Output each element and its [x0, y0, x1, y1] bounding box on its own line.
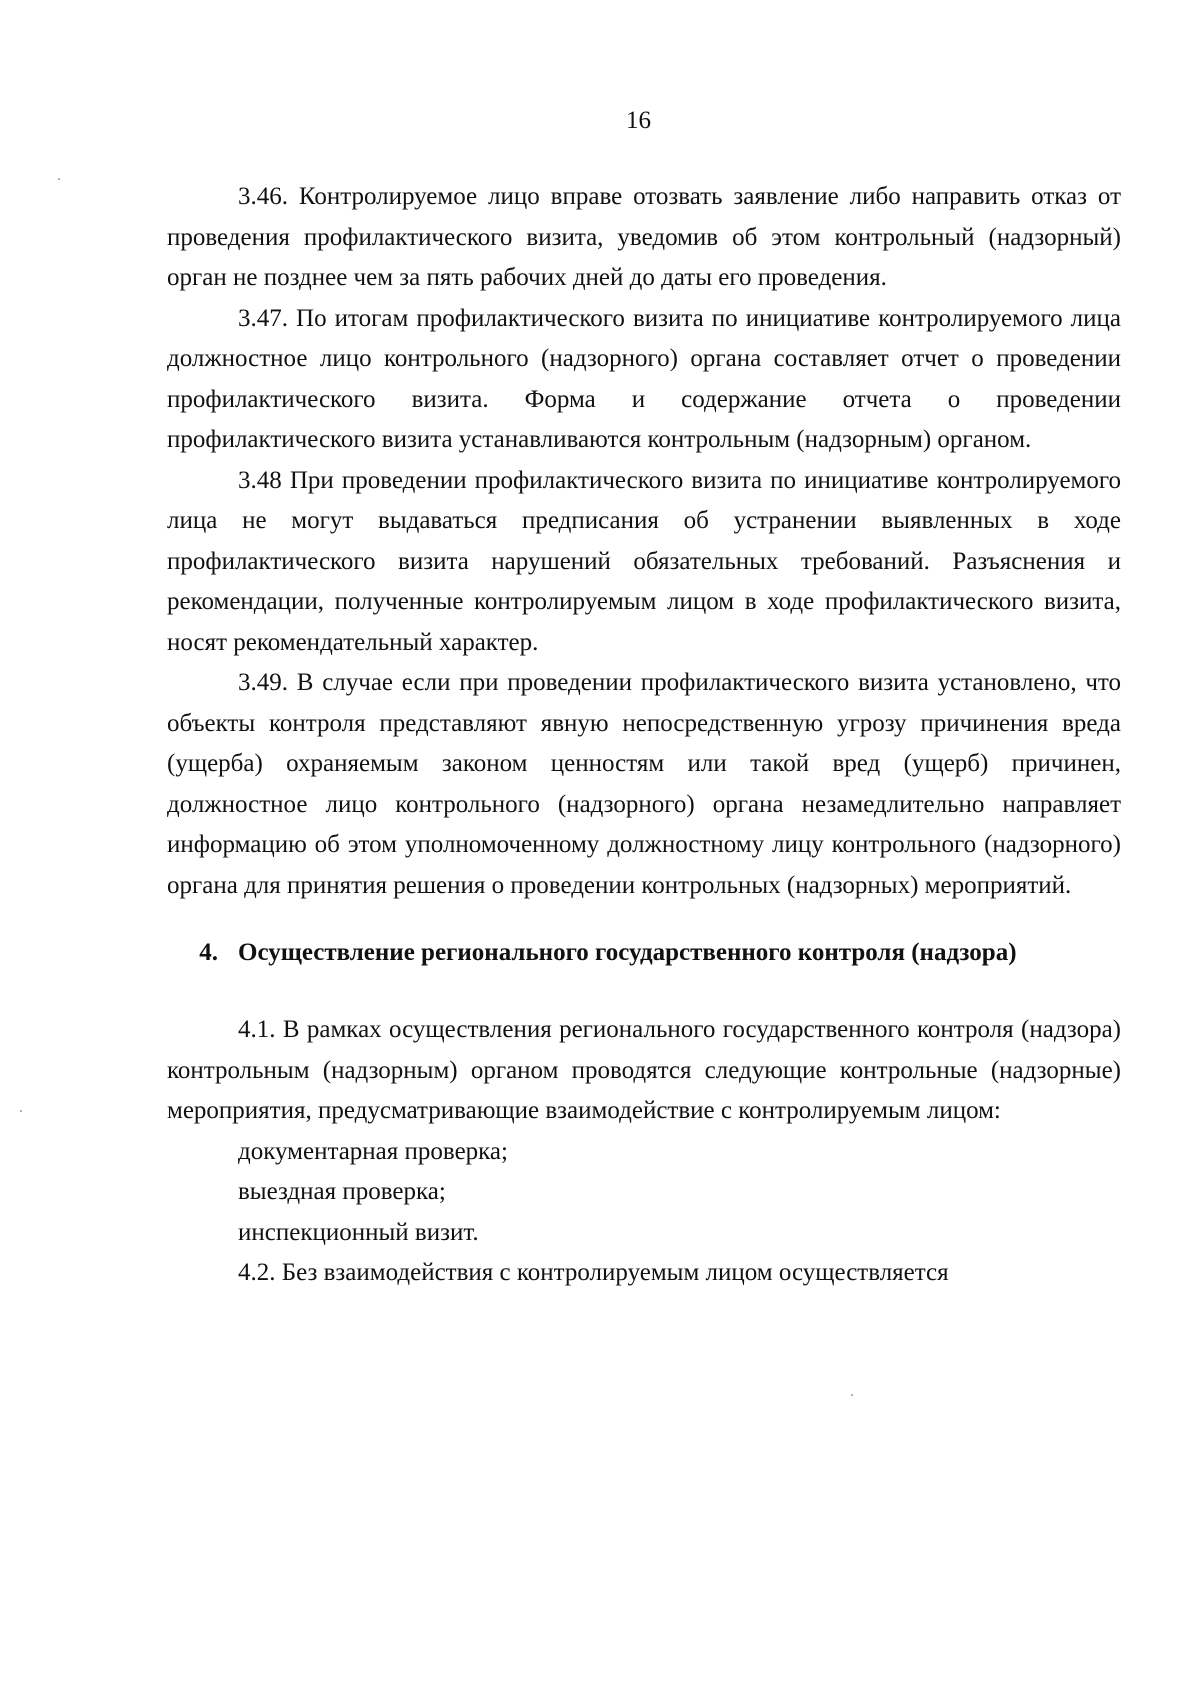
- list-item-documentary-check: документарная проверка;: [238, 1137, 508, 1165]
- list-item-field-check: выездная проверка;: [238, 1178, 446, 1205]
- paragraph-4-1: 4.1. В рамках осуществления регионального государственного контроля (надзора) контрольным (надзорным) органом проводятся следующие контрольные (надзорные) мероприятия, предусматривающие взаимодействие с контролируемым лицом:: [167, 1016, 1121, 1124]
- paragraph-3-46: 3.46. Контролируемое лицо вправе отозвать заявление либо направить отказ от проведения профилактического визита, уведомив об этом контрольный (надзорный) орган не позднее чем за пять рабочих дней до даты его проведения.: [167, 183, 1121, 291]
- scan-speck: [58, 178, 60, 180]
- page-number: 16: [626, 107, 651, 134]
- paragraph-3-47: 3.47. По итогам профилактического визита по инициативе контролируемого лица должностное лицо контрольного (надзорного) органа составляет отчет о проведении профилактического визита. Форма и содержание отчета о проведении профилактического визита устанавливаются контрольным (надзорным) органом.: [167, 304, 1121, 453]
- section-heading: [167, 936, 1121, 970]
- section-number: 4.: [199, 939, 218, 966]
- section-title: Осуществление регионального государственного контроля (надзора): [238, 939, 1017, 966]
- list-item-inspection-visit: инспекционный визит.: [238, 1218, 479, 1246]
- paragraph-4-2: 4.2. Без взаимодействия с контролируемым лицом осуществляется: [238, 1259, 949, 1286]
- scan-speck: [20, 1110, 22, 1112]
- paragraph-3-48: 3.48 При проведении профилактического визита по инициативе контролируемого лица не могут выдаваться предписания об устранении выявленных в ходе профилактического визита нарушений обязательных требований. Разъяснения и рекомендации, полученные контролируемым лицом в ходе профилактического визита, носят рекомендательный характер.: [167, 466, 1121, 656]
- document-body: [167, 177, 1121, 1294]
- paragraph-3-49: 3.49. В случае если при проведении профилактического визита установлено, что объекты контроля представляют явную непосредственную угрозу причинения вреда (ущерба) охраняемым законом ценностям или такой вред (ущерб) причинен, должностное лицо контрольного (надзорного) органа незамедлительно направляет информацию об этом уполномоченному должностному лицу контрольного (надзорного) органа для принятия решения о проведении контрольных (надзорных) мероприятий.: [167, 669, 1121, 899]
- scan-speck: [851, 1394, 853, 1396]
